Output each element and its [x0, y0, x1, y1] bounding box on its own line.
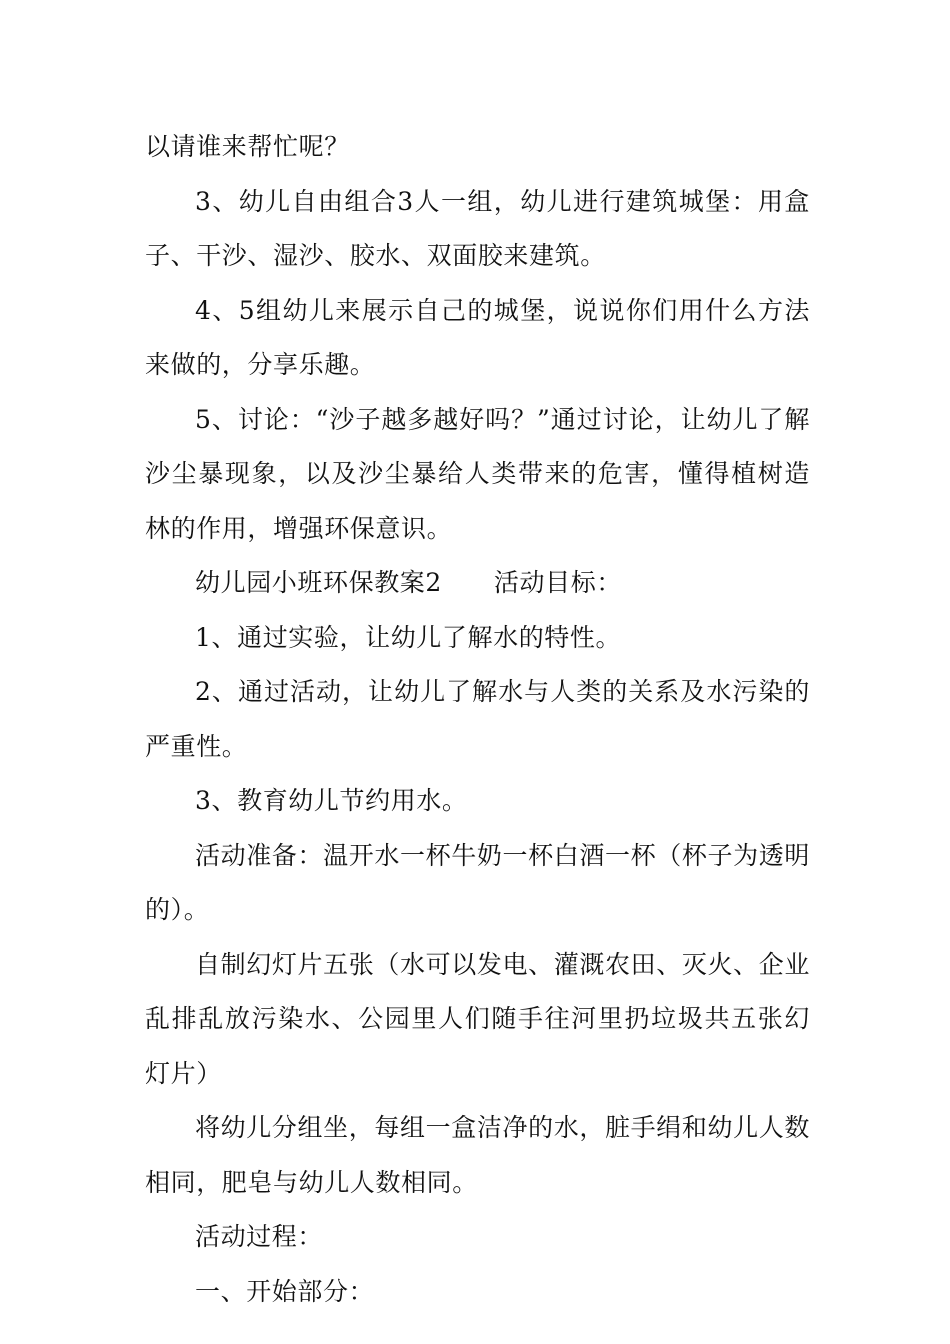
paragraph-slides: 自制幻灯片五张（水可以发电、灌溉农田、灭火、企业乱排乱放污染水、公园里人们随手往河里扔垃圾共五张幻灯片）: [145, 949, 810, 1088]
paragraph-step-3: 3、幼儿自由组合3人一组，幼儿进行建筑城堡：用盒子、干沙、湿沙、胶水、双面胶来建筑。: [145, 186, 810, 270]
paragraph-step-5: 5、讨论：“沙子越多越好吗？”通过讨论，让幼儿了解沙尘暴现象，以及沙尘暴给人类带来的危害，懂得植树造林的作用，增强环保意识。: [145, 404, 810, 543]
paragraph-lesson-heading: [145, 556, 810, 611]
paragraph-continuation: 以请谁来帮忙呢？: [145, 132, 350, 161]
lesson-title: 幼儿园小班环保教案2: [195, 568, 442, 597]
paragraph-objective-3: 3、教育幼儿节约用水。: [195, 786, 468, 815]
paragraph-objective-1: 1、通过实验，让幼儿了解水的特性。: [195, 622, 622, 652]
paragraph-grouping: 将幼儿分组坐，每组一盒洁净的水，脏手绢和幼儿人数相同，肥皂与幼儿人数相同。: [145, 1113, 810, 1197]
objectives-heading: 活动目标：: [493, 568, 622, 597]
paragraph-opening-part: 一、开始部分：: [195, 1276, 375, 1306]
document-body: [145, 120, 810, 1319]
paragraph-objective-2: 2、通过活动，让幼儿了解水与人类的关系及水污染的严重性。: [145, 677, 810, 761]
paragraph-preparation: 活动准备：温开水一杯牛奶一杯白酒一杯（杯子为透明的）。: [145, 840, 810, 924]
paragraph-process-heading: 活动过程：: [195, 1222, 324, 1251]
paragraph-step-4: 4、5组幼儿来展示自己的城堡，说说你们用什么方法来做的，分享乐趣。: [145, 295, 810, 379]
